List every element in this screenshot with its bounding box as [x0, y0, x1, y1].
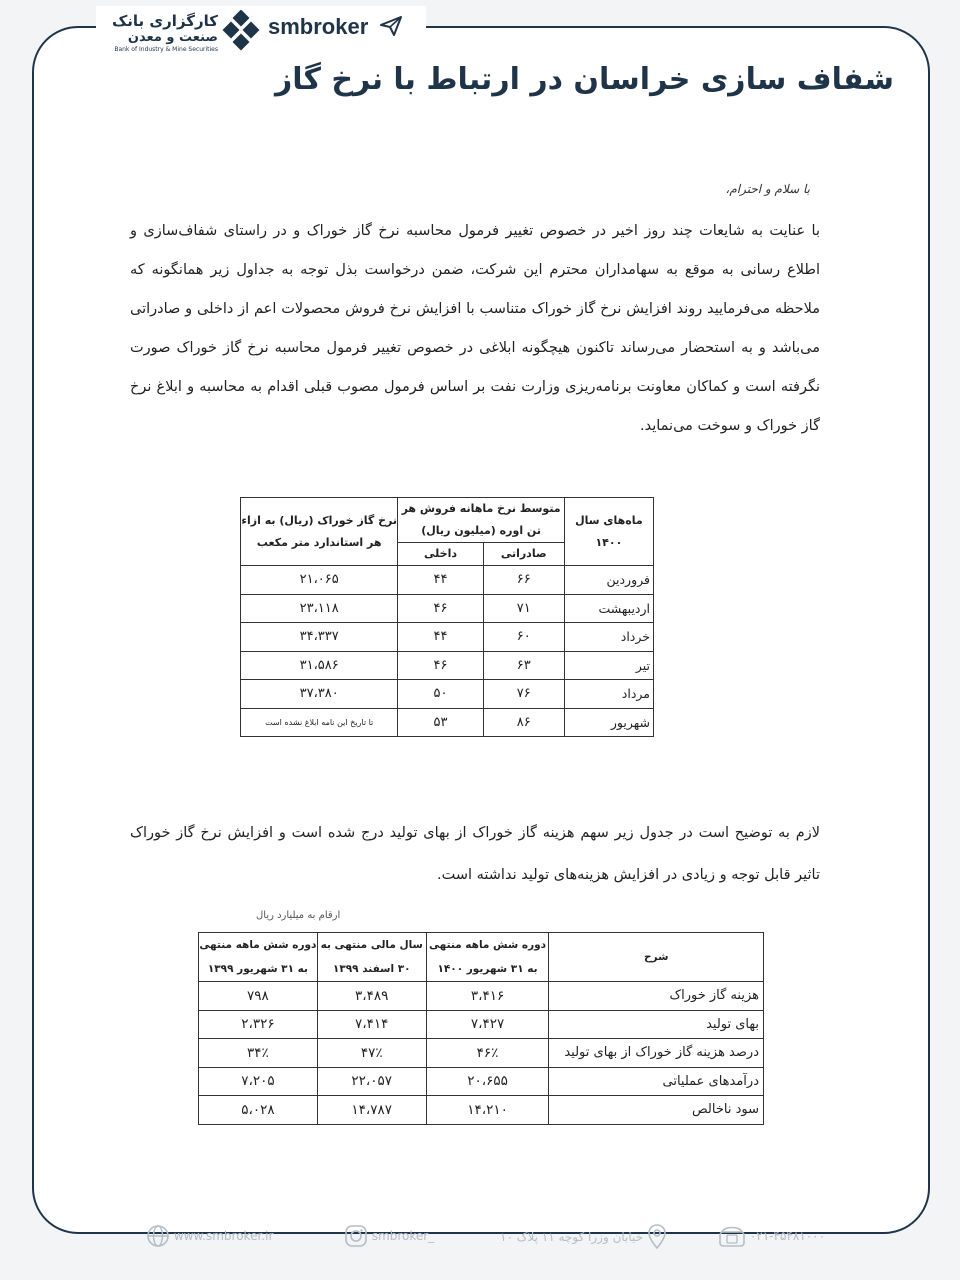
- col-domestic: داخلی: [398, 543, 483, 566]
- globe-icon: [146, 1224, 170, 1248]
- p1-cell: ۳،۴۱۶: [426, 982, 549, 1011]
- greeting: با سلام و احترام،: [725, 182, 810, 196]
- domestic-cell: ۵۳: [398, 708, 483, 737]
- footer-phone[interactable]: [718, 1224, 825, 1248]
- table-row: [241, 566, 654, 595]
- website-text: www.smbroker.ir: [173, 1229, 274, 1243]
- desc-cell: درصد هزینه گاز خوراک از بهای تولید: [549, 1039, 764, 1068]
- col-period-3: دوره شش ماهه منتهی به ۳۱ شهریور ۱۳۹۹: [199, 933, 318, 982]
- p2-cell: ۴۷٪: [317, 1039, 426, 1068]
- phone-text: ۰۲۱-۴۵۴۸۱۰۰۰: [749, 1229, 826, 1243]
- table-row: [199, 1039, 764, 1068]
- gas-cell: ۳۱،۵۸۶: [241, 651, 398, 680]
- footer-website[interactable]: [146, 1224, 273, 1248]
- table-row: [241, 651, 654, 680]
- table-row: [241, 680, 654, 709]
- phone-icon: [718, 1224, 746, 1248]
- table-row: [199, 982, 764, 1011]
- brand-fa-line1: کارگزاری بانک: [111, 12, 218, 30]
- col-month: ماه‌های سال ۱۴۰۰: [564, 498, 653, 566]
- domestic-cell: ۴۴: [398, 566, 483, 595]
- table-row: [199, 1067, 764, 1096]
- paragraph-1: با عنایت به شایعات چند روز اخیر در خصوص تغییر فرمول محاسبه نرخ گاز خوراک و در راستای شفاف‌سازی و اطلاع رسانی به موقع به سهامداران محترم این شرکت، ضمن درخواست بذل توجه به جداول زیر همانگونه که ملاحظه می‌فرمایید روند افزایش نرخ گاز خوراک متناسب با افزایش نرخ فروش محصولات اعم از داخلی و صادراتی می‌باشد و به استحضار می‌رساند تاکنون هیچگونه ابلاغی در خصوص تغییر فرمول محاسبه نرخ گاز خوراک صورت نگرفته است و کماکان معاونت برنامه‌ریزی وزارت نفت بر اساس فرمول مصوب قبلی اقدام به محاسبه و ابلاغ نرخ گاز خوراک و سوخت می‌نماید.: [130, 223, 820, 434]
- location-pin-icon: [647, 1224, 667, 1250]
- month-cell: اردیبهشت: [564, 594, 653, 623]
- table-row: [199, 1096, 764, 1125]
- table-row: [199, 1010, 764, 1039]
- gas-rate-table: [240, 497, 654, 737]
- table-row: [241, 708, 654, 737]
- gas-cell: تا تاریخ این نامه ابلاغ نشده است: [241, 708, 398, 737]
- month-cell: تیر: [564, 651, 653, 680]
- logo-mark-icon: [222, 10, 260, 54]
- col-export: صادراتی: [483, 543, 564, 566]
- export-cell: ۷۶: [483, 680, 564, 709]
- p1-cell: ۲۰،۶۵۵: [426, 1067, 549, 1096]
- page-title: شفاف سازی خراسان در ارتباط با نرخ گاز: [275, 62, 894, 97]
- col-gas-rate: نرخ گاز خوراک (ریال) به ازاء هر استاندارد متر مکعب: [241, 498, 398, 566]
- footer: [0, 1218, 960, 1252]
- unit-note: ارقام به میلیارد ریال: [256, 910, 341, 921]
- col-period-1: دوره شش ماهه منتهی به ۳۱ شهریور ۱۴۰۰: [426, 933, 549, 982]
- p3-cell: ۷،۲۰۵: [199, 1067, 318, 1096]
- p2-cell: ۱۴،۷۸۷: [317, 1096, 426, 1125]
- p2-cell: ۷،۴۱۴: [317, 1010, 426, 1039]
- brand-fa-line2: صنعت و معدن: [127, 30, 218, 45]
- p3-cell: ۲،۳۲۶: [199, 1010, 318, 1039]
- export-cell: ۷۱: [483, 594, 564, 623]
- footer-instagram[interactable]: [344, 1224, 434, 1248]
- desc-cell: هزینه گاز خوراک: [549, 982, 764, 1011]
- gas-cell: ۳۷،۳۸۰: [241, 680, 398, 709]
- month-cell: فروردین: [564, 566, 653, 595]
- paragraph-2: لازم به توضیح است در جدول زیر سهم هزینه گاز خوراک از بهای تولید درج شده است و افزایش نرخ گاز خوراک تاثیر قابل توجه و زیادی در افزایش هزینه‌های تولید نداشته است.: [130, 825, 820, 883]
- table-row: [241, 623, 654, 652]
- desc-cell: درآمدهای عملیاتی: [549, 1067, 764, 1096]
- export-cell: ۶۳: [483, 651, 564, 680]
- p1-cell: ۷،۴۲۷: [426, 1010, 549, 1039]
- smbroker-wordmark: smbroker: [268, 14, 369, 39]
- p1-cell: ۱۴،۲۱۰: [426, 1096, 549, 1125]
- p1-cell: ۴۶٪: [426, 1039, 549, 1068]
- col-period-2: سال مالی منتهی به ۳۰ اسفند ۱۳۹۹: [317, 933, 426, 982]
- bank-logo: [110, 8, 260, 54]
- p3-cell: ۷۹۸: [199, 982, 318, 1011]
- gas-cell: ۳۴،۳۳۷: [241, 623, 398, 652]
- col-avg-price: متوسط نرخ ماهانه فروش هر تن اوره (میلیون ریال): [398, 498, 564, 543]
- p3-cell: ۵،۰۲۸: [199, 1096, 318, 1125]
- col-desc: شرح: [549, 933, 764, 982]
- export-cell: ۶۶: [483, 566, 564, 595]
- instagram-text: smbroker_: [371, 1229, 435, 1243]
- instagram-icon: [344, 1224, 368, 1248]
- gas-cell: ۲۳،۱۱۸: [241, 594, 398, 623]
- month-cell: مرداد: [564, 680, 653, 709]
- domestic-cell: ۵۰: [398, 680, 483, 709]
- export-cell: ۸۶: [483, 708, 564, 737]
- month-cell: شهریور: [564, 708, 653, 737]
- address-text: خیابان وزرا کوچه ۱۱ پلاک ۱۰: [500, 1230, 644, 1244]
- p2-cell: ۳،۴۸۹: [317, 982, 426, 1011]
- brand-en: Bank of Industry & Mine Securities: [114, 46, 218, 53]
- domestic-cell: ۴۶: [398, 651, 483, 680]
- footer-address: [500, 1224, 667, 1250]
- month-cell: خرداد: [564, 623, 653, 652]
- desc-cell: بهای تولید: [549, 1010, 764, 1039]
- desc-cell: سود ناخالص: [549, 1096, 764, 1125]
- domestic-cell: ۴۶: [398, 594, 483, 623]
- table-row: [241, 594, 654, 623]
- export-cell: ۶۰: [483, 623, 564, 652]
- p3-cell: ۳۴٪: [199, 1039, 318, 1068]
- cost-share-table: [198, 932, 764, 1125]
- gas-cell: ۲۱،۰۶۵: [241, 566, 398, 595]
- paper-plane-icon: [380, 16, 402, 36]
- p2-cell: ۲۲،۰۵۷: [317, 1067, 426, 1096]
- domestic-cell: ۴۴: [398, 623, 483, 652]
